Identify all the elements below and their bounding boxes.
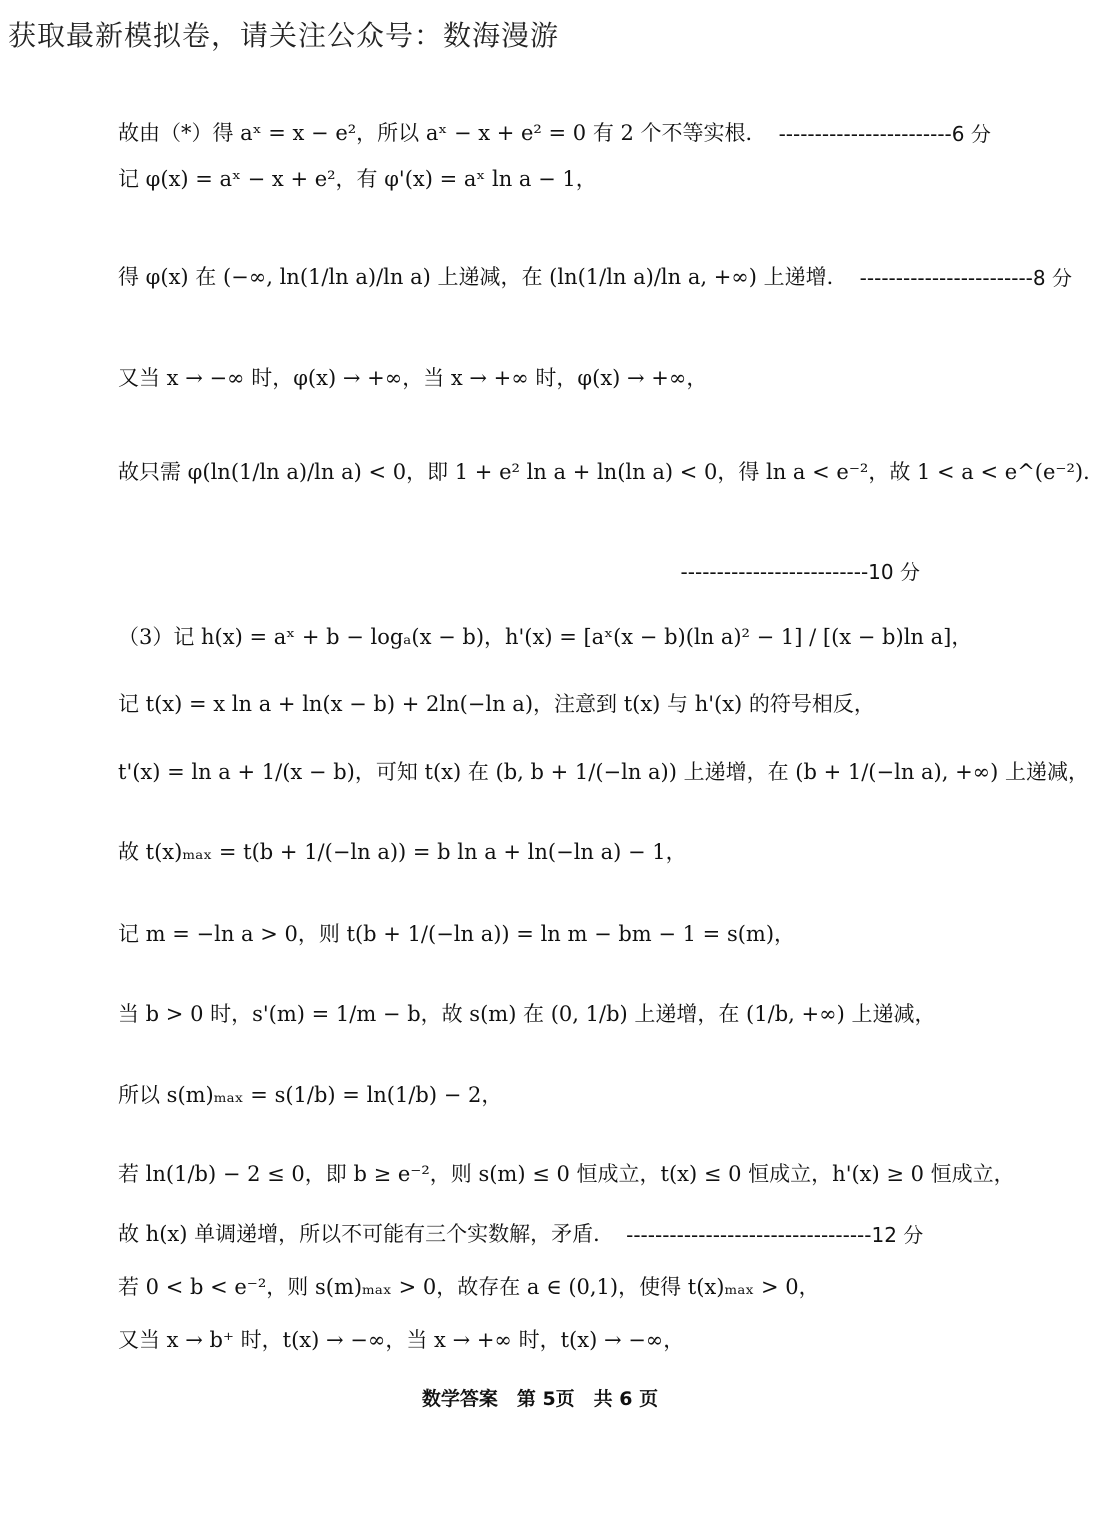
wechat-banner: 获取最新模拟卷，请关注公众号：数海漫游 [8,19,560,52]
solution-line-15 [118,1275,920,1300]
solution-line-16 [118,1328,920,1353]
page-footer: 数学答案 第 5页 共 6 页 [421,1388,659,1410]
line-text: 记 t(x) = x ln a + ln(x − b) + 2ln(−ln a)，注意到 t(x) 与 h'(x) 的符号相反， [118,692,875,716]
solution-line-5 [118,460,1104,485]
line-text: 所以 s(m)ₘₐₓ = s(1/b) = ln(1/b) − 2， [118,1083,503,1107]
score-marker: ------------------------6 分 [778,121,991,146]
score-marker: ------------------------8 分 [859,265,1072,290]
solution-line-12 [118,1083,920,1108]
line-text: 得 φ(x) 在 (−∞, ln(1/ln a)/ln a) 上递减，在 (ln(1/ln a)/ln a, +∞) 上递增． [118,265,848,289]
score-marker-10: --------------------------10 分 [680,560,920,584]
solution-line-6 [118,625,973,650]
line-text: 故只需 φ(ln(1/ln a)/ln a) < 0，即 1 + e² ln a + ln(ln a) < 0，得 ln a < e⁻²，故 1 < a < e^(e⁻²)． [118,460,1104,484]
solution-line-11 [118,1002,936,1027]
solution-line-8 [118,760,1090,785]
solution-line-1 [118,121,991,146]
line-text: 故 t(x)ₘₐₓ = t(b + 1/(−ln a)) = b ln a + ln(−ln a) − 1， [118,840,687,864]
solution-line-9 [118,840,920,865]
solution-line-10 [118,922,920,947]
solution-line-3 [118,265,1072,290]
solution-line-14 [118,1222,924,1247]
line-text: 当 b > 0 时，s'(m) = 1/m − b，故 s(m) 在 (0, 1/b) 上递增，在 (1/b, +∞) 上递减， [118,1002,936,1026]
line-text: 若 0 < b < e⁻²，则 s(m)ₘₐₓ > 0，故存在 a ∈ (0,1)，使得 t(x)ₘₐₓ > 0， [118,1275,820,1299]
line-text: 记 φ(x) = aˣ − x + e²，有 φ'(x) = aˣ ln a − 1， [118,167,597,191]
solution-line-7 [118,692,920,717]
line-text: 又当 x → −∞ 时，φ(x) → +∞，当 x → +∞ 时，φ(x) → +∞， [118,366,708,390]
line-text: 若 ln(1/b) − 2 ≤ 0，即 b ≥ e⁻²，则 s(m) ≤ 0 恒成立，t(x) ≤ 0 恒成立，h'(x) ≥ 0 恒成立， [118,1162,1015,1186]
solution-line-2 [118,167,920,192]
line-text: 又当 x → b⁺ 时，t(x) → −∞，当 x → +∞ 时，t(x) → −∞， [118,1328,685,1352]
line-text: （3）记 h(x) = aˣ + b − logₐ(x − b)，h'(x) = [aˣ(x − b)(ln a)² − 1] / [(x − b)ln a]， [118,625,973,649]
line-text: 故 h(x) 单调递增，所以不可能有三个实数解，矛盾． [118,1222,615,1246]
line-text: t'(x) = ln a + 1/(x − b)，可知 t(x) 在 (b, b + 1/(−ln a)) 上递增，在 (b + 1/(−ln a), +∞) 上递减， [118,760,1090,784]
line-text: 记 m = −ln a > 0，则 t(b + 1/(−ln a)) = ln m − bm − 1 = s(m)， [118,922,796,946]
score-marker: ----------------------------------12 分 [626,1222,924,1247]
line-text: 故由（*）得 aˣ = x − e²，所以 aˣ − x + e² = 0 有 2 个不等实根． [118,121,767,145]
solution-line-4 [118,366,920,391]
solution-line-13 [118,1162,1015,1187]
